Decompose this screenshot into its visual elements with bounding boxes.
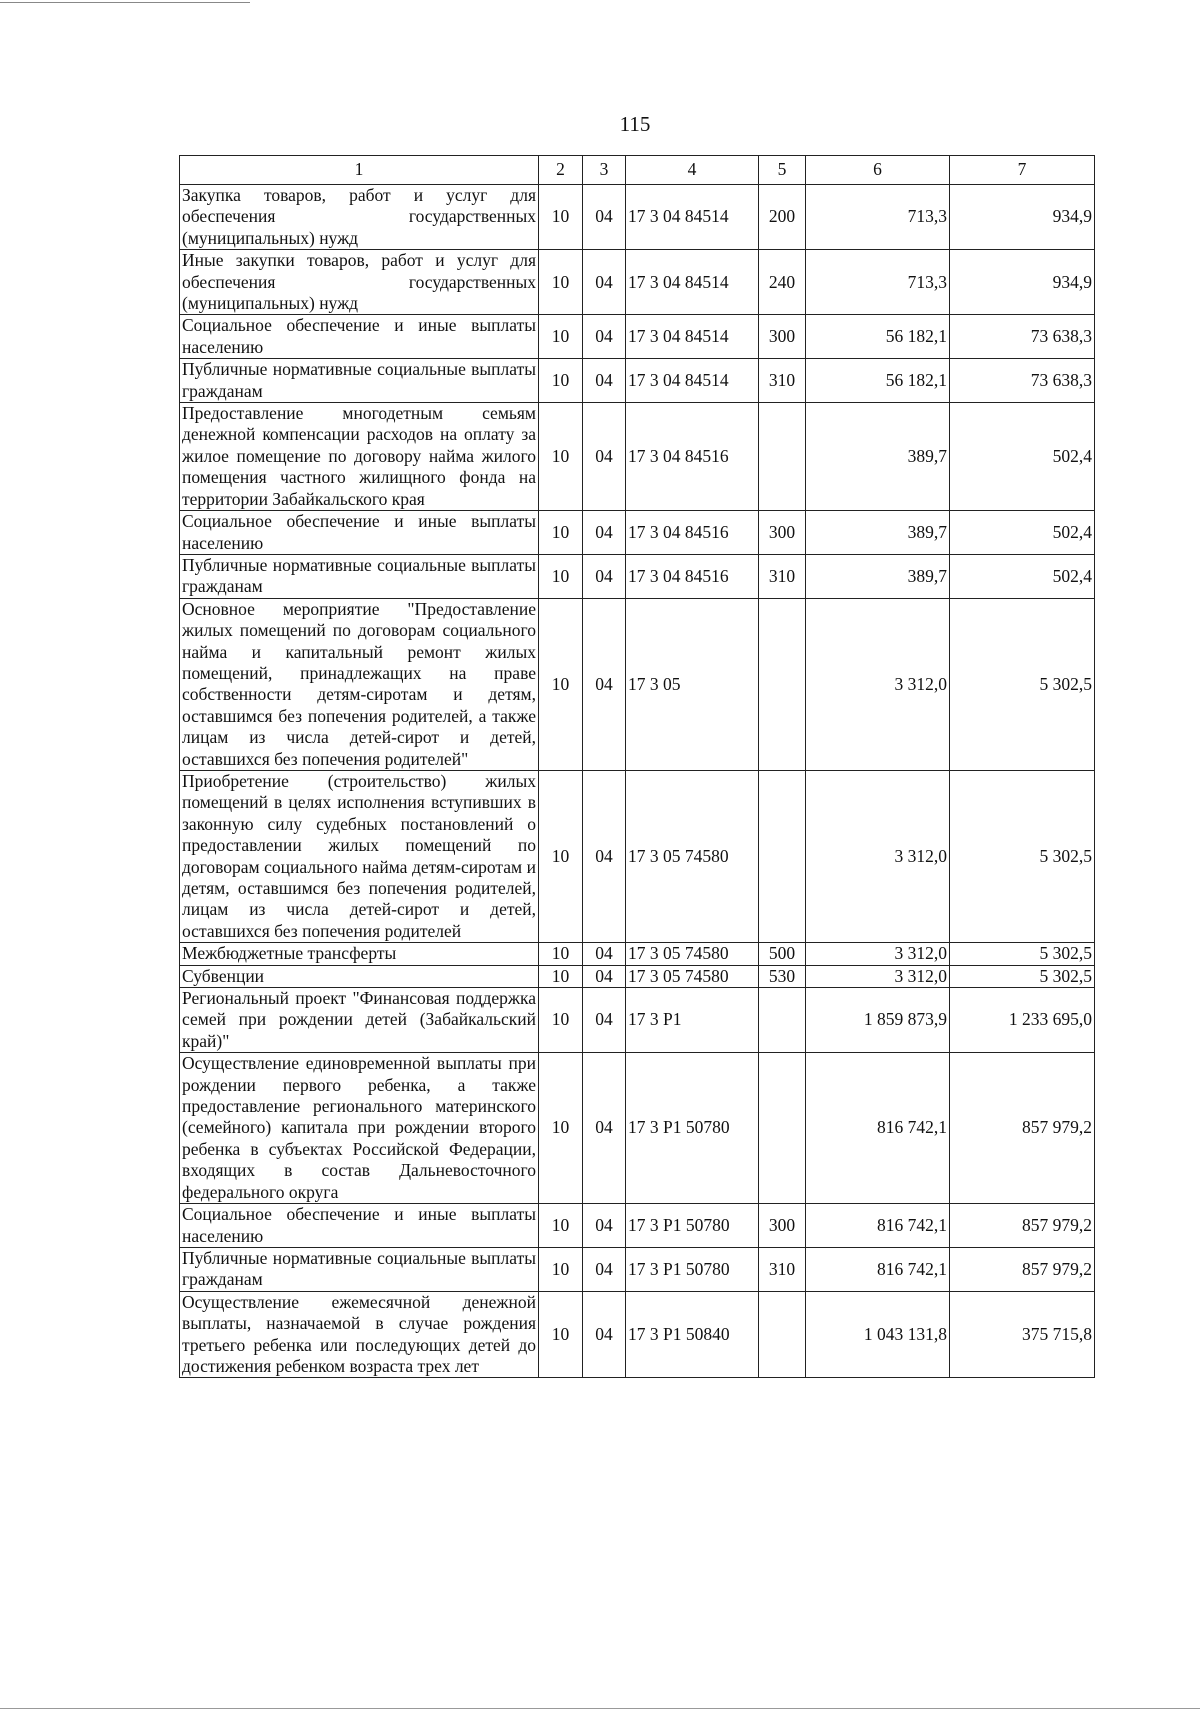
target-article-code: 17 3 04 84516 [626, 554, 759, 598]
subsection-code: 04 [583, 359, 626, 403]
column-header: 4 [626, 156, 759, 185]
subsection-code: 04 [583, 315, 626, 359]
table-row [180, 554, 1095, 598]
target-article-code: 17 3 04 84514 [626, 359, 759, 403]
expense-type-code: 300 [759, 1204, 806, 1248]
row-description: Публичные нормативные социальные выплаты гражданам [180, 1247, 539, 1291]
amount-col7: 5 302,5 [950, 965, 1095, 987]
row-description: Социальное обеспечение и иные выплаты населению [180, 315, 539, 359]
row-description: Основное мероприятие "Предоставление жилых помещений по договорам социального найма и капитальный ремонт жилых помещений, принадлежащих на праве собственности детям-сиротам и детям, оставшимся без попечения родителей, а также лицам из числа детей-сирот и детей, оставшихся без попечения родителей" [180, 598, 539, 770]
target-article-code: 17 3 05 74580 [626, 965, 759, 987]
table-row [180, 598, 1095, 770]
amount-col6: 816 742,1 [806, 1053, 950, 1204]
subsection-code: 04 [583, 770, 626, 942]
table-row [180, 511, 1095, 555]
amount-col7: 5 302,5 [950, 943, 1095, 965]
amount-col6: 816 742,1 [806, 1204, 950, 1248]
target-article-code: 17 3 04 84516 [626, 511, 759, 555]
amount-col6: 3 312,0 [806, 965, 950, 987]
column-header: 5 [759, 156, 806, 185]
row-description: Социальное обеспечение и иные выплаты населению [180, 511, 539, 555]
column-header: 3 [583, 156, 626, 185]
target-article-code: 17 3 05 74580 [626, 770, 759, 942]
expense-type-code: 300 [759, 511, 806, 555]
subsection-code: 04 [583, 965, 626, 987]
table-row [180, 403, 1095, 511]
target-article-code: 17 3 P1 50840 [626, 1291, 759, 1378]
amount-col7: 375 715,8 [950, 1291, 1095, 1378]
expense-type-code: 310 [759, 1247, 806, 1291]
subsection-code: 04 [583, 943, 626, 965]
expense-type-code: 300 [759, 315, 806, 359]
table-row [180, 1291, 1095, 1378]
subsection-code: 04 [583, 598, 626, 770]
amount-col6: 56 182,1 [806, 315, 950, 359]
amount-col6: 713,3 [806, 185, 950, 250]
amount-col6: 713,3 [806, 250, 950, 315]
amount-col6: 389,7 [806, 403, 950, 511]
section-code: 10 [539, 965, 583, 987]
target-article-code: 17 3 04 84514 [626, 315, 759, 359]
row-description: Осуществление ежемесячной денежной выплаты, назначаемой в случае рождения третьего ребенка или последующих детей до достижения ребенком возраста трех лет [180, 1291, 539, 1378]
expense-type-code: 200 [759, 185, 806, 250]
subsection-code: 04 [583, 988, 626, 1053]
target-article-code: 17 3 P1 50780 [626, 1204, 759, 1248]
section-code: 10 [539, 1291, 583, 1378]
amount-col7: 502,4 [950, 511, 1095, 555]
subsection-code: 04 [583, 185, 626, 250]
column-header: 7 [950, 156, 1095, 185]
expense-type-code: 500 [759, 943, 806, 965]
subsection-code: 04 [583, 511, 626, 555]
section-code: 10 [539, 315, 583, 359]
amount-col6: 3 312,0 [806, 598, 950, 770]
section-code: 10 [539, 770, 583, 942]
amount-col6: 1 043 131,8 [806, 1291, 950, 1378]
amount-col7: 934,9 [950, 185, 1095, 250]
subsection-code: 04 [583, 1053, 626, 1204]
subsection-code: 04 [583, 1247, 626, 1291]
expense-type-code [759, 770, 806, 942]
section-code: 10 [539, 359, 583, 403]
amount-col6: 816 742,1 [806, 1247, 950, 1291]
target-article-code: 17 3 05 [626, 598, 759, 770]
row-description: Региональный проект "Финансовая поддержка семей при рождении детей (Забайкальский край)" [180, 988, 539, 1053]
table-row [180, 185, 1095, 250]
amount-col6: 389,7 [806, 554, 950, 598]
amount-col6: 3 312,0 [806, 943, 950, 965]
row-description: Осуществление единовременной выплаты при рождении первого ребенка, а также предоставление регионального материнского (семейного) капитала при рождении второго ребенка в субъектах Российской Федерации, входящих в состав Дальневосточного федерального округа [180, 1053, 539, 1204]
section-code: 10 [539, 598, 583, 770]
section-code: 10 [539, 943, 583, 965]
section-code: 10 [539, 988, 583, 1053]
section-code: 10 [539, 1247, 583, 1291]
target-article-code: 17 3 04 84514 [626, 250, 759, 315]
expense-type-code: 530 [759, 965, 806, 987]
scan-artifact-line [0, 2, 250, 3]
section-code: 10 [539, 185, 583, 250]
target-article-code: 17 3 P1 50780 [626, 1053, 759, 1204]
section-code: 10 [539, 403, 583, 511]
subsection-code: 04 [583, 1204, 626, 1248]
subsection-code: 04 [583, 1291, 626, 1378]
table-row [180, 1247, 1095, 1291]
section-code: 10 [539, 554, 583, 598]
scan-artifact-line [0, 1708, 1200, 1709]
amount-col7: 5 302,5 [950, 598, 1095, 770]
amount-col6: 56 182,1 [806, 359, 950, 403]
section-code: 10 [539, 1204, 583, 1248]
amount-col6: 389,7 [806, 511, 950, 555]
row-description: Приобретение (строительство) жилых помещений в целях исполнения вступивших в законную силу судебных постановлений о предоставлении жилых помещений по договорам социального найма детям-сиротам и детям, оставшимся без попечения родителей, лицам из числа детей-сирот и детей, оставшихся без попечения родителей [180, 770, 539, 942]
amount-col7: 1 233 695,0 [950, 988, 1095, 1053]
row-description: Публичные нормативные социальные выплаты гражданам [180, 359, 539, 403]
section-code: 10 [539, 511, 583, 555]
table-row [180, 1053, 1095, 1204]
row-description: Предоставление многодетным семьям денежной компенсации расходов на оплату за жилое помещение по договору найма жилого помещения частного жилищного фонда на территории Забайкальского края [180, 403, 539, 511]
table-row [180, 359, 1095, 403]
table-row [180, 943, 1095, 965]
amount-col7: 502,4 [950, 403, 1095, 511]
amount-col7: 857 979,2 [950, 1204, 1095, 1248]
amount-col6: 1 859 873,9 [806, 988, 950, 1053]
amount-col7: 502,4 [950, 554, 1095, 598]
expense-type-code: 240 [759, 250, 806, 315]
section-code: 10 [539, 250, 583, 315]
amount-col7: 857 979,2 [950, 1053, 1095, 1204]
table-row [180, 988, 1095, 1053]
table-row [180, 770, 1095, 942]
budget-table [179, 155, 1095, 1378]
expense-type-code [759, 403, 806, 511]
target-article-code: 17 3 04 84516 [626, 403, 759, 511]
row-description: Закупка товаров, работ и услуг для обеспечения государственных (муниципальных) нужд [180, 185, 539, 250]
target-article-code: 17 3 04 84514 [626, 185, 759, 250]
subsection-code: 04 [583, 250, 626, 315]
table-row [180, 250, 1095, 315]
amount-col7: 5 302,5 [950, 770, 1095, 942]
column-header: 2 [539, 156, 583, 185]
row-description: Субвенции [180, 965, 539, 987]
header-row [180, 156, 1095, 185]
subsection-code: 04 [583, 554, 626, 598]
table-row [180, 315, 1095, 359]
column-header: 6 [806, 156, 950, 185]
amount-col7: 934,9 [950, 250, 1095, 315]
target-article-code: 17 3 P1 [626, 988, 759, 1053]
amount-col7: 857 979,2 [950, 1247, 1095, 1291]
page-number: 115 [619, 112, 651, 136]
expense-type-code [759, 1291, 806, 1378]
table-row [180, 965, 1095, 987]
target-article-code: 17 3 05 74580 [626, 943, 759, 965]
column-header: 1 [180, 156, 539, 185]
row-description: Межбюджетные трансферты [180, 943, 539, 965]
expense-type-code: 310 [759, 359, 806, 403]
amount-col7: 73 638,3 [950, 359, 1095, 403]
expense-type-code [759, 988, 806, 1053]
expense-type-code: 310 [759, 554, 806, 598]
expense-type-code [759, 598, 806, 770]
amount-col6: 3 312,0 [806, 770, 950, 942]
row-description: Публичные нормативные социальные выплаты гражданам [180, 554, 539, 598]
expense-type-code [759, 1053, 806, 1204]
amount-col7: 73 638,3 [950, 315, 1095, 359]
target-article-code: 17 3 P1 50780 [626, 1247, 759, 1291]
subsection-code: 04 [583, 403, 626, 511]
row-description: Иные закупки товаров, работ и услуг для обеспечения государственных (муниципальных) нужд [180, 250, 539, 315]
table-row [180, 1204, 1095, 1248]
row-description: Социальное обеспечение и иные выплаты населению [180, 1204, 539, 1248]
section-code: 10 [539, 1053, 583, 1204]
